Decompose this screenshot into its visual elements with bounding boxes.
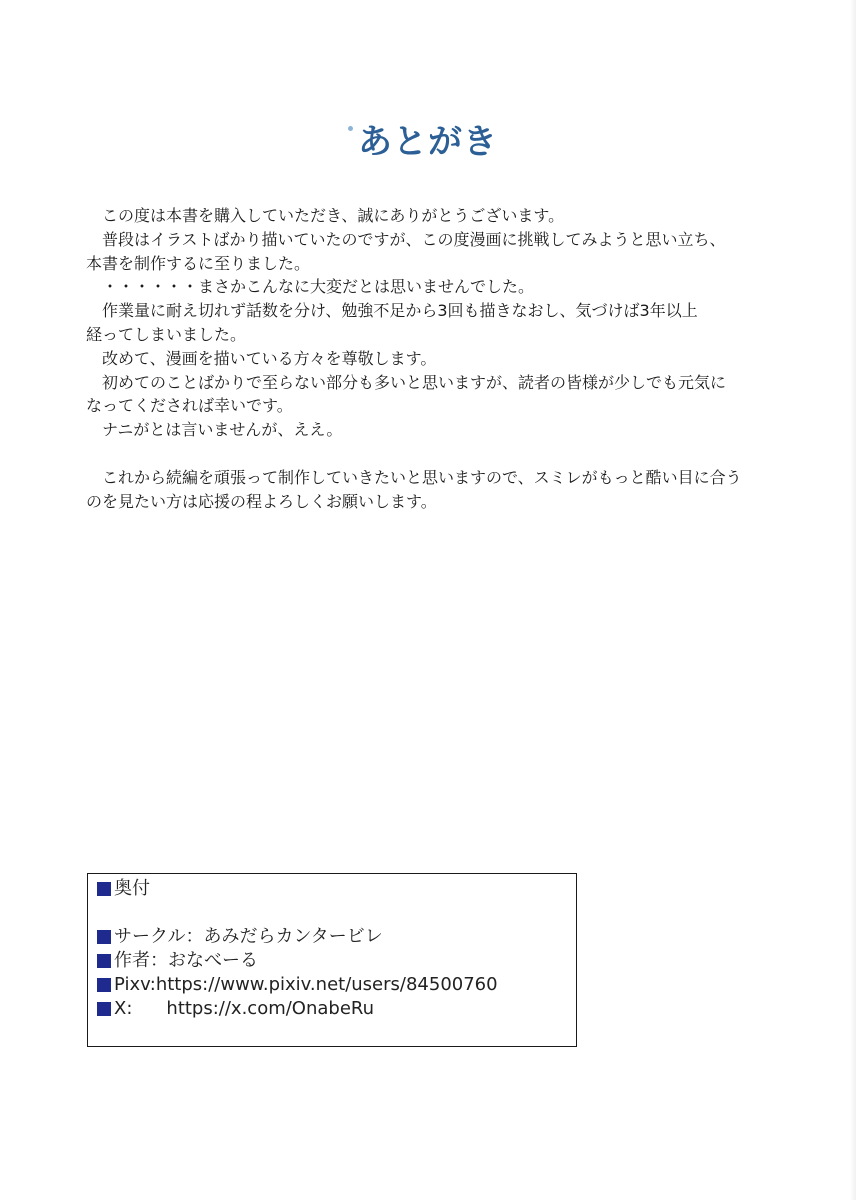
colophon-author [97, 949, 258, 973]
page-title: あとがき [358, 122, 498, 162]
page-edge [850, 0, 856, 1200]
afterword-line: 作業量に耐え切れず話数を分け、勉強不足から3回も描きなおし、気づけば3年以上 [102, 301, 698, 321]
colophon-pixiv [97, 973, 498, 997]
colophon-circle-text: サークル：あみだらカンタービレ [114, 926, 383, 947]
afterword-line: のを見たい方は応援の程よろしくお願いします。 [86, 491, 437, 511]
afterword-blank-line [86, 442, 786, 466]
colophon-author-text: 作者：おなべーる [114, 950, 258, 971]
colophon-heading-text: 奥付 [114, 878, 150, 899]
afterword-line: 普段はイラストばかり描いていたのですが、この度漫画に挑戦してみようと思い立ち、 [102, 229, 726, 249]
afterword-line: ・・・・・・まさかこんなに大変だとは思いませんでした。 [102, 277, 535, 297]
title-area [0, 118, 856, 166]
colophon-box [87, 873, 577, 1047]
afterword-line: この度は本書を購入していただき、誠にありがとうございます。 [102, 206, 565, 225]
colophon-circle [97, 925, 383, 949]
afterword-text [86, 204, 786, 513]
colophon-pixiv-link[interactable]: Pixv:https://www.pixiv.net/users/84500760 [114, 974, 498, 995]
afterword-line: 初めてのことばかりで至らない部分も多いと思いますが、読者の皆様が少しでも元気に [102, 372, 727, 392]
colophon-x-label: X: [114, 998, 133, 1019]
afterword-line: 改めて、漫画を描いている方々を尊敬します。 [102, 348, 437, 368]
square-bullet-icon [97, 882, 111, 896]
afterword-line: これから続編を頑張って制作していきたいと思いますので、スミレがもっと酷い目に合う [102, 467, 742, 487]
square-bullet-icon [97, 1002, 111, 1016]
colophon-x-link[interactable]: https://x.com/OnabeRu [166, 998, 375, 1019]
colophon-x [97, 997, 374, 1021]
afterword-line: なってくだされば幸いです。 [86, 396, 293, 416]
afterword-line: ナニがとは言いませんが、ええ。 [102, 420, 343, 440]
afterword-line: 経ってしまいました。 [86, 324, 247, 344]
square-bullet-icon [97, 978, 111, 992]
title-ornament-dot [348, 126, 353, 131]
square-bullet-icon [97, 930, 111, 944]
afterword-line: 本書を制作するに至りました。 [86, 253, 311, 273]
square-bullet-icon [97, 954, 111, 968]
colophon-heading [97, 877, 150, 901]
